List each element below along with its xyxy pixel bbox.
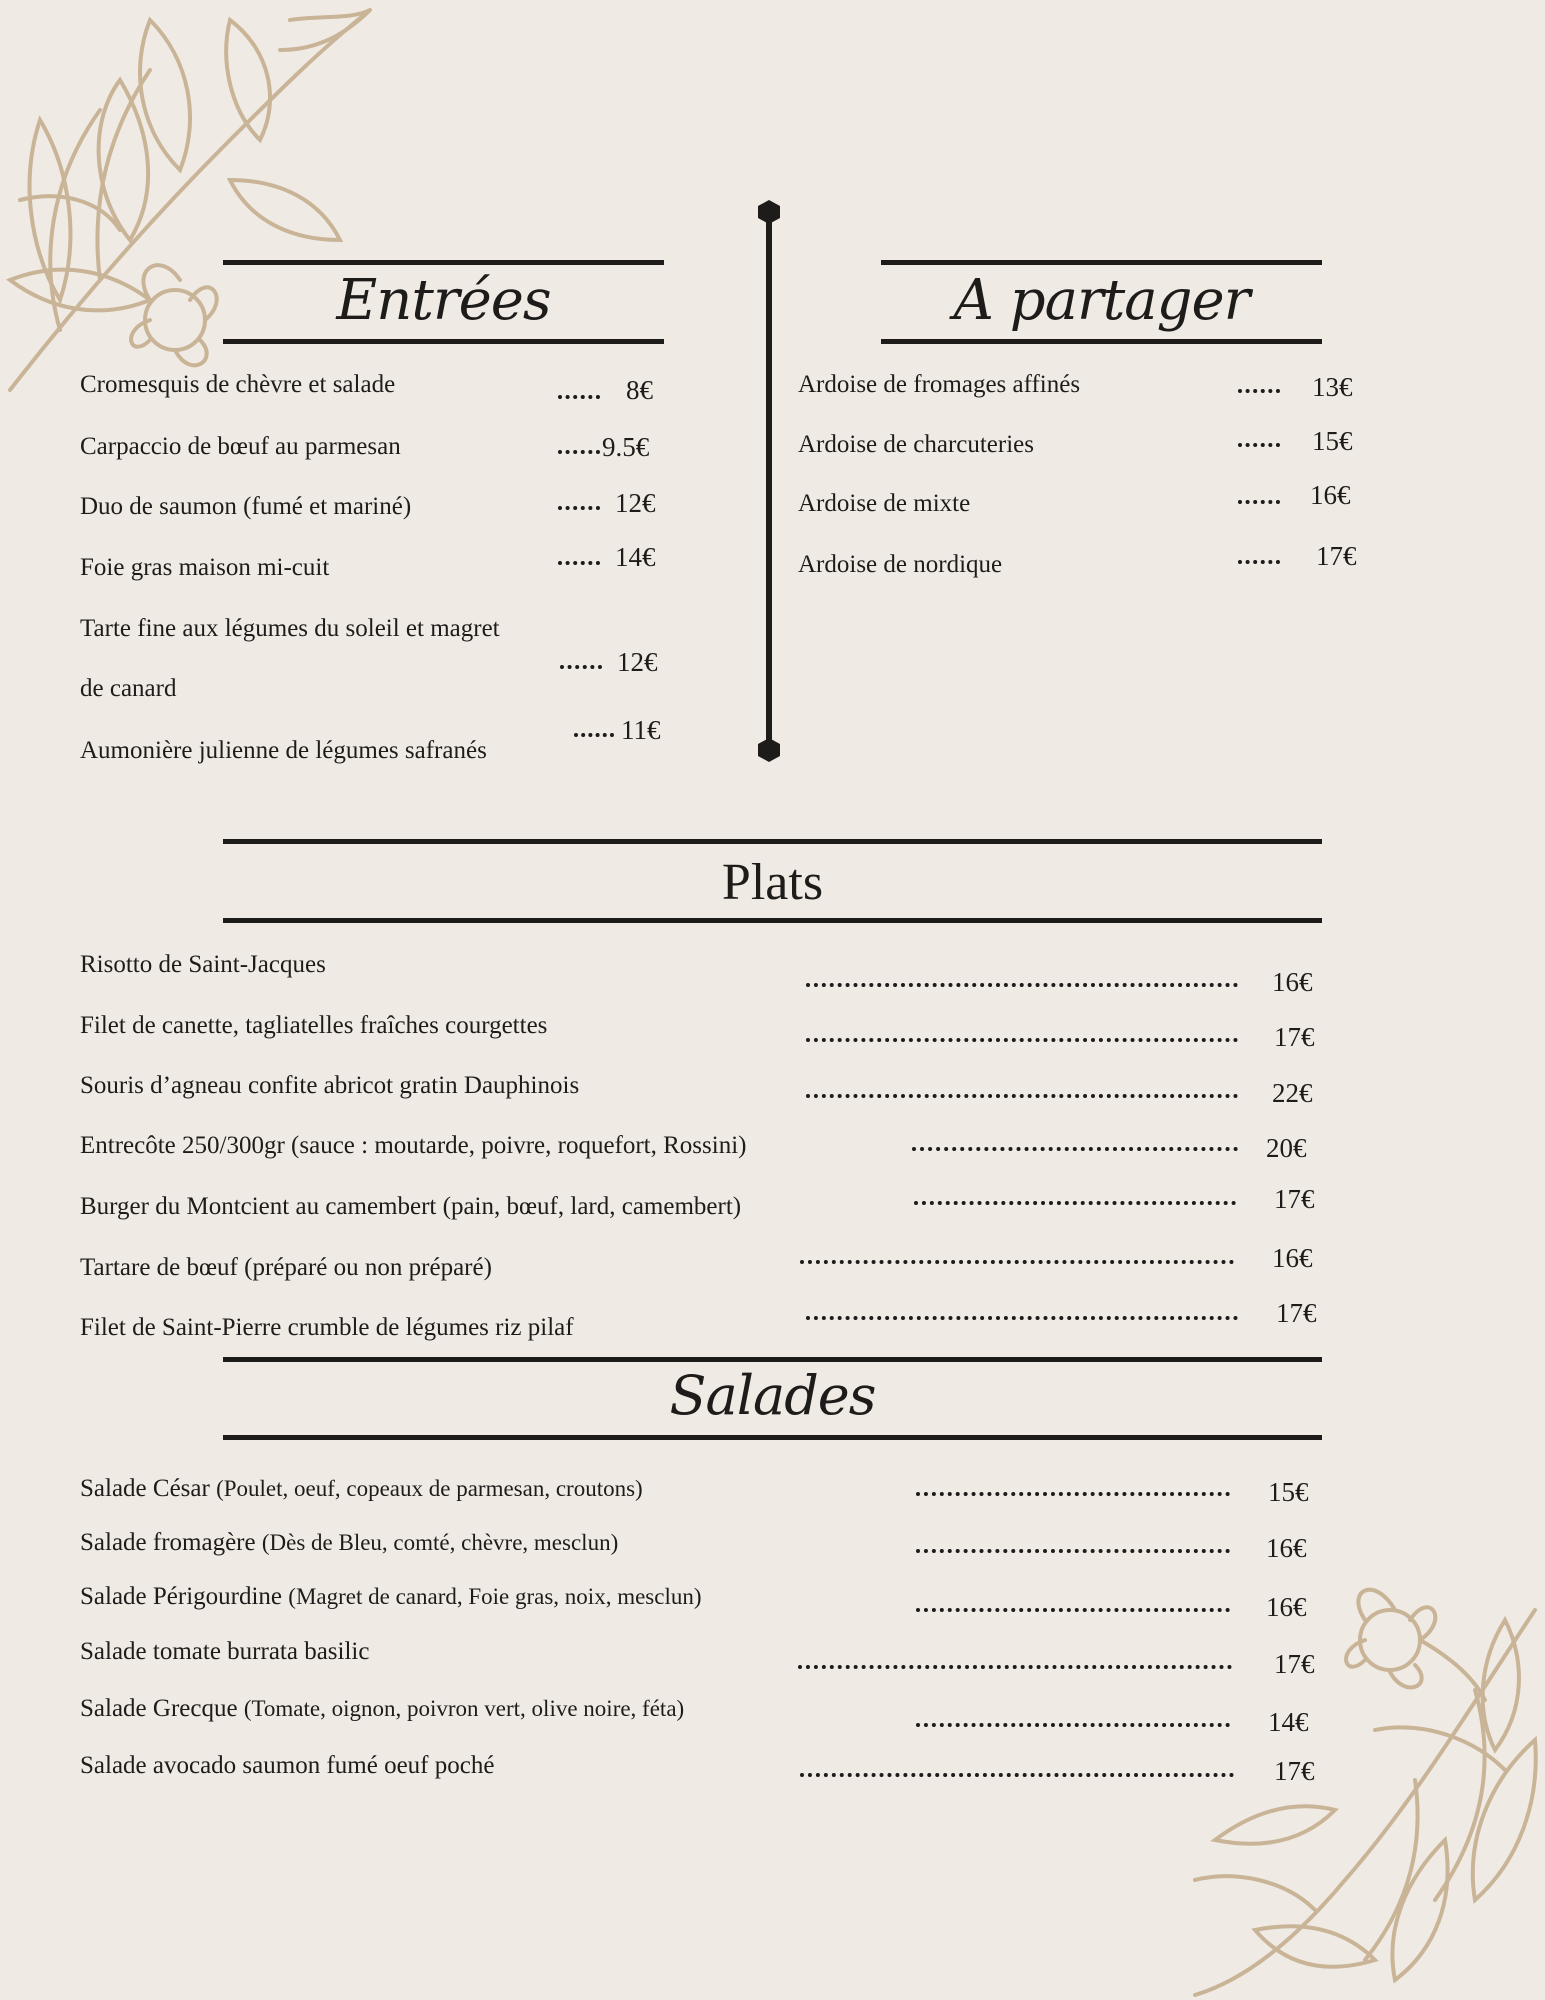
plat-price: 22€ [1272,1078,1313,1108]
apartager-item-2 [798,430,1034,460]
salade-price: 14€ [1268,1707,1309,1737]
plat-item-4 [80,1131,746,1161]
salades-title: Salades [669,1364,876,1427]
salade-price: 16€ [1266,1533,1307,1563]
salade-item-desc: (Poulet, oeuf, copeaux de parmesan, croutons) [216,1476,643,1501]
salade-item-name: Salade Périgourdine [80,1583,283,1610]
apartager-price: 15€ [1312,426,1353,456]
plats-top-rule [223,839,1322,844]
salade-item-5 [80,1694,684,1724]
apartager-leader [1238,500,1280,504]
entree-leader [558,506,600,510]
plat-leader [914,1201,1236,1205]
salade-item-desc: (Tomate, oignon, poivron vert, olive noire, féta) [243,1696,685,1721]
entree-price: 12€ [617,647,658,677]
salade-item-2 [80,1528,618,1558]
entree-leader [558,450,600,454]
plat-item-name: Filet de canette, tagliatelles fraîches courgettes [80,1012,548,1039]
apartager-bottom-rule [881,339,1322,344]
salade-item-desc: (Dès de Bleu, comté, chèvre, mesclun) [261,1530,619,1555]
apartager-leader [1238,560,1280,564]
apartager-price: 16€ [1310,480,1351,510]
plat-item-name: Risotto de Saint-Jacques [80,951,326,978]
plat-item-2 [80,1011,547,1041]
plat-item-3 [80,1071,579,1101]
apartager-leader [1238,443,1280,447]
plats-title: Plats [721,854,824,911]
entree-item-name: Foie gras maison mi-cuit [80,554,330,581]
entree-leader [560,665,602,669]
apartager-leader [1238,389,1280,393]
entree-price: 12€ [615,488,656,518]
plat-price: 17€ [1276,1298,1317,1328]
plat-price: 16€ [1272,1243,1313,1273]
floral-branch-bottom-right-icon [1175,1580,1545,2000]
entree-item-5 [80,614,500,644]
entree-item-2 [80,432,401,462]
plat-leader [800,1260,1234,1264]
salade-leader [800,1773,1234,1777]
salade-item-name: Salade tomate burrata basilic [80,1638,370,1665]
entrees-title: Entrées [336,268,551,333]
apartager-item-name: Ardoise de nordique [798,551,1003,578]
salade-item-name: Salade Grecque [80,1695,238,1722]
salade-item-name: Salade fromagère [80,1529,256,1556]
salades-top-rule [223,1357,1322,1362]
entree-item-name: Carpaccio de bœuf au parmesan [80,433,401,460]
salade-item-1 [80,1474,643,1504]
plats-bottom-rule [223,918,1322,923]
entree-leader [558,561,600,565]
salade-price: 17€ [1274,1756,1315,1786]
plat-leader [912,1147,1238,1151]
salade-leader [916,1492,1230,1496]
apartager-title: A partager [953,268,1250,333]
plat-leader [806,1094,1238,1098]
entree-price: 14€ [615,542,656,572]
apartager-item-1 [798,370,1080,400]
salade-price: 17€ [1274,1649,1315,1679]
plat-leader [806,1038,1238,1042]
plat-price: 16€ [1272,967,1313,997]
plat-item-name: Tartare de bœuf (préparé ou non préparé) [80,1254,492,1281]
plat-price: 17€ [1274,1022,1315,1052]
apartager-item-4 [798,550,1002,580]
salade-leader [916,1608,1230,1612]
plat-price: 17€ [1274,1184,1315,1214]
entree-price: 11€ [621,715,661,745]
entree-item-3 [80,492,411,522]
salade-item-name: Salade avocado saumon fumé oeuf poché [80,1752,495,1779]
plat-leader [806,983,1238,987]
apartager-item-name: Ardoise de fromages affinés [798,371,1081,398]
entree-item-4 [80,553,329,583]
salade-price: 15€ [1268,1477,1309,1507]
plat-leader [806,1316,1238,1320]
plat-item-6 [80,1253,492,1283]
salade-item-name: Salade César [80,1475,210,1502]
apartager-item-3 [798,489,970,519]
entrees-top-rule [223,260,664,265]
plat-item-7 [80,1313,574,1343]
entree-item-name: Duo de saumon (fumé et mariné) [80,493,412,520]
entrees-bottom-rule [223,339,664,344]
entree-item-6 [80,736,487,766]
entree-item-name: de canard [80,675,177,702]
divider-bottom-cap [758,738,780,762]
entree-price: 9.5€ [602,432,650,462]
salades-bottom-rule [223,1435,1322,1440]
entree-item-5-line-2 [80,674,176,704]
salade-item-4 [80,1637,369,1667]
salade-leader [916,1723,1230,1727]
plat-price: 20€ [1266,1133,1307,1163]
apartager-top-rule [881,260,1322,265]
apartager-item-name: Ardoise de mixte [798,490,971,517]
salade-leader [798,1665,1232,1669]
entree-item-name: Tarte fine aux légumes du soleil et magret [80,615,500,642]
apartager-item-name: Ardoise de charcuteries [798,431,1034,458]
salade-leader [916,1549,1230,1553]
entree-item-name: Aumonière julienne de légumes safranés [80,737,487,764]
entree-leader [574,733,614,737]
plat-item-name: Souris d’agneau confite abricot gratin Dauphinois [80,1072,580,1099]
plat-item-1 [80,950,326,980]
plat-item-name: Burger du Montcient au camembert (pain, bœuf, lard, camembert) [80,1193,742,1220]
apartager-price: 17€ [1316,541,1357,571]
plat-item-5 [80,1192,741,1222]
plat-item-name: Entrecôte 250/300gr (sauce : moutarde, poivre, roquefort, Rossini) [80,1132,747,1159]
salade-price: 16€ [1266,1592,1307,1622]
entree-leader [558,395,600,399]
salade-item-3 [80,1582,702,1612]
plat-item-name: Filet de Saint-Pierre crumble de légumes riz pilaf [80,1314,574,1341]
entree-price: 8€ [626,375,653,405]
vertical-divider [766,212,772,746]
apartager-price: 13€ [1312,372,1353,402]
salade-item-desc: (Magret de canard, Foie gras, noix, mesclun) [288,1584,702,1609]
entree-item-1 [80,370,395,400]
entree-item-name: Cromesquis de chèvre et salade [80,371,396,398]
salade-item-6 [80,1751,494,1781]
